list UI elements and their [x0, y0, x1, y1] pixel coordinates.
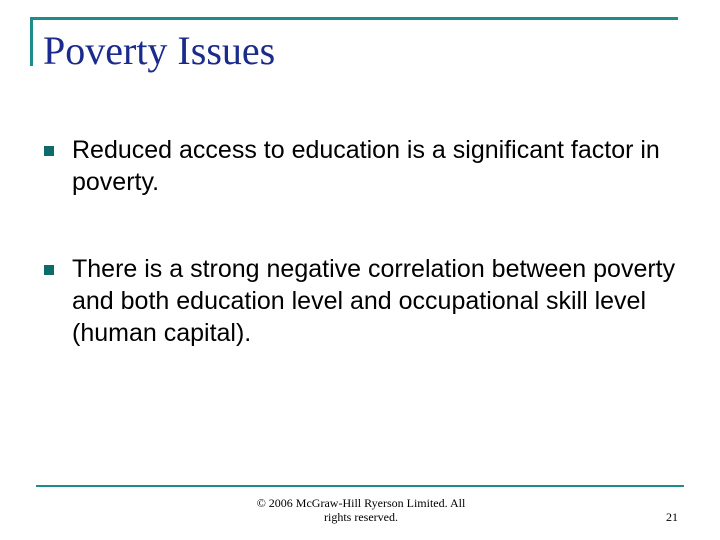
slide-title: Poverty Issues [43, 28, 276, 73]
list-item [44, 253, 684, 349]
square-bullet-icon [44, 146, 54, 156]
copyright-line-2: rights reserved. [324, 510, 398, 524]
bullet-text: Reduced access to education is a significant factor in poverty. [72, 136, 660, 196]
list-item [44, 134, 684, 198]
title-left-rule [30, 17, 33, 66]
bullet-list [44, 134, 684, 349]
page-number: 21 [666, 510, 678, 524]
title-top-rule [30, 17, 678, 20]
footer-rule [36, 485, 684, 487]
bullet-text: There is a strong negative correlation between poverty and both education level and occupational skill level (human capital). [72, 255, 676, 347]
copyright-line-1: © 2006 McGraw-Hill Ryerson Limited. All [256, 496, 466, 510]
square-bullet-icon [44, 265, 54, 275]
copyright-notice [225, 496, 497, 524]
